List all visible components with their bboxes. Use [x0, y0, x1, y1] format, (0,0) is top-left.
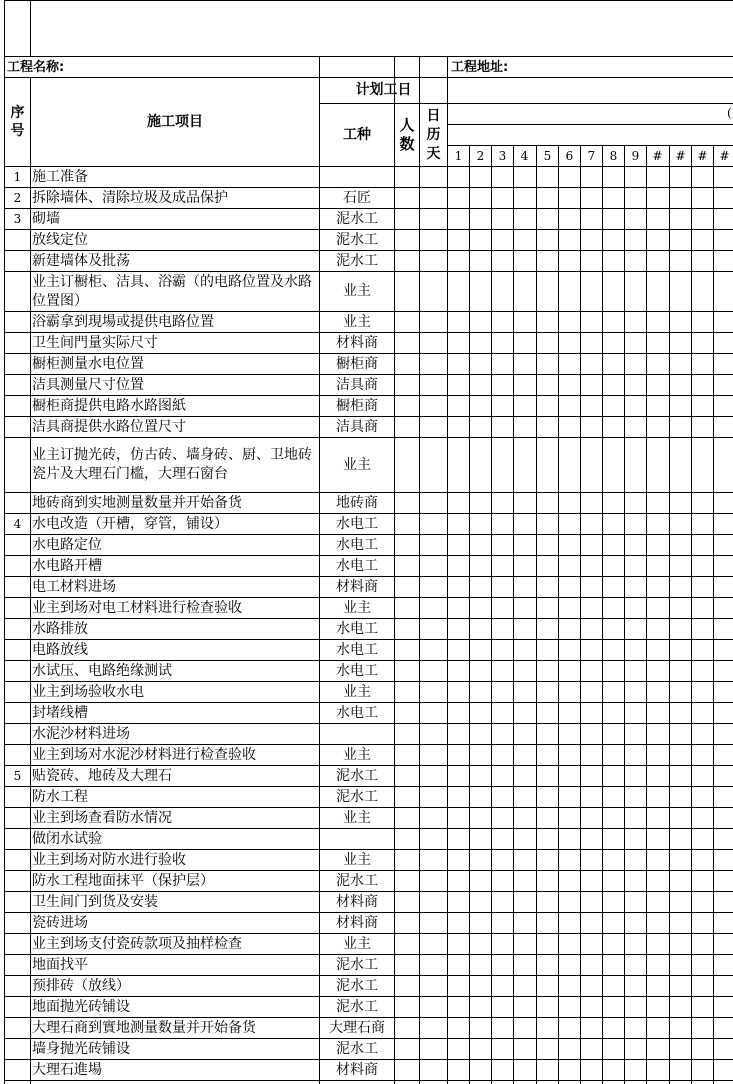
day-number: 3 — [498, 148, 507, 163]
day-column-line — [691, 145, 692, 1084]
row-item: 地面抛光砖铺设 — [32, 998, 130, 1015]
row-seq — [5, 230, 30, 250]
row-item: 防水工程地面抹平（保护层） — [32, 872, 214, 889]
people-header: 人数 — [399, 116, 415, 153]
project-address-label: 工程地址: — [451, 60, 509, 75]
day-number: # — [719, 148, 730, 163]
row-seq — [5, 745, 30, 765]
row-seq — [5, 808, 30, 828]
title-divider — [30, 0, 31, 56]
row-trade: 洁具商 — [336, 376, 378, 393]
day-number: # — [675, 148, 686, 163]
row-trade: 泥水工 — [336, 231, 378, 248]
row-seq: 3 — [13, 212, 22, 226]
row-item: 水试压、电路绝缘测试 — [32, 662, 172, 679]
project-name-label: 工程名称: — [7, 60, 65, 75]
row-trade: 业主 — [343, 683, 371, 700]
row-item: 橱柜商提供电路水路图紙 — [32, 397, 186, 414]
row-seq: 5 — [13, 769, 22, 783]
row-item: 业主到场验收水电 — [32, 683, 144, 700]
row-item: 水电路定位 — [32, 536, 102, 553]
row-seq — [5, 703, 30, 723]
day-column-line — [624, 145, 625, 1084]
row-item: 地面找平 — [32, 956, 88, 973]
calendar-days-header: 日历天 — [426, 107, 441, 162]
day-column-line — [580, 145, 581, 1084]
day-column-line — [713, 145, 714, 1084]
row-item: 新建墙体及批荡 — [32, 252, 130, 269]
day-number: # — [697, 148, 708, 163]
row-item: 业主到场对防水进行验收 — [32, 851, 186, 868]
row-seq — [5, 598, 30, 618]
row-trade: 业主 — [343, 456, 371, 473]
row-item: 业主到场对水泥沙材料进行检查验收 — [32, 746, 256, 763]
row-item: 封堵线槽 — [32, 704, 88, 721]
day-number: 9 — [631, 148, 640, 163]
row-trade: 水电工 — [336, 620, 378, 637]
row-seq — [5, 724, 30, 744]
day-column-line — [513, 145, 514, 1084]
row-trade: 泥水工 — [336, 767, 378, 784]
day-number: 6 — [565, 148, 574, 163]
row-item: 业主到场查看防水情况 — [32, 809, 172, 826]
day-column-line — [469, 145, 470, 1084]
sheet-top-border — [4, 0, 733, 1]
row-item: 防水工程 — [32, 788, 88, 805]
row-trade: 泥水工 — [336, 998, 378, 1015]
plan-days-header: 计划工日 — [355, 82, 412, 98]
row-seq — [5, 556, 30, 576]
row-seq — [5, 913, 30, 933]
row-item: 墙身抛光砖铺设 — [32, 1040, 130, 1057]
row-item: 大理石商到實地测量数量并开始备货 — [32, 1019, 256, 1036]
row-trade: 业主 — [343, 283, 371, 299]
day-number: # — [652, 148, 663, 163]
day-column-line — [558, 145, 559, 1084]
row-trade: 材料商 — [336, 914, 378, 931]
row-item: 电工材料进场 — [32, 578, 116, 595]
timeline-line-2 — [447, 124, 733, 125]
row-trade: 水电工 — [336, 704, 378, 721]
row-item: 水电路开槽 — [32, 557, 102, 574]
row-trade: 泥水工 — [336, 977, 378, 994]
row-item: 业主订抛光砖，仿古砖、墙身砖、厨、卫地砖瓷片及大理石门槛，大理石窗台 — [32, 447, 312, 482]
row-item: 放线定位 — [32, 231, 88, 248]
item-header: 施工项目 — [147, 113, 203, 130]
row-trade: 地砖商 — [336, 494, 378, 511]
day-column-line — [669, 145, 670, 1084]
day-column-line — [602, 145, 603, 1084]
row-item: 业主到场对电工材料进行检查验收 — [32, 599, 242, 616]
row-seq — [5, 892, 30, 912]
row-trade: 水电工 — [336, 662, 378, 679]
row-seq — [5, 976, 30, 996]
seq-header: 序号 — [10, 105, 25, 139]
row-seq — [5, 272, 30, 311]
row-trade — [320, 829, 394, 849]
row-item: 洁具测量尺寸位置 — [32, 376, 144, 393]
row-seq — [5, 997, 30, 1017]
row-seq — [5, 619, 30, 639]
row-trade: 橱柜商 — [336, 355, 378, 372]
row-item: 业主到场支付瓷砖款项及抽样检查 — [32, 935, 242, 952]
row-seq — [5, 850, 30, 870]
row-trade: 泥水工 — [336, 788, 378, 805]
row-seq — [5, 640, 30, 660]
row-item: 电路放线 — [32, 641, 88, 658]
row-seq — [5, 577, 30, 597]
row-item: 洁具商提供水路位置尺寸 — [32, 418, 186, 435]
row-item: 卫生间門量实际尺寸 — [32, 334, 158, 351]
row-trade: 材料商 — [336, 334, 378, 351]
row-seq — [5, 1039, 30, 1059]
row-trade — [320, 167, 394, 187]
row-seq — [5, 871, 30, 891]
row-seq — [5, 787, 30, 807]
row-trade: 材料商 — [336, 1061, 378, 1078]
row-trade: 洁具商 — [336, 418, 378, 435]
row-item: 砌墙 — [32, 210, 60, 227]
row-trade: 大理石商 — [329, 1019, 385, 1036]
row-item: 水路排放 — [32, 620, 88, 637]
row-trade: 泥水工 — [336, 872, 378, 889]
row-item: 拆除墙体、清除垃圾及成品保护 — [32, 189, 228, 206]
row-item: 做闭水试验 — [32, 830, 102, 847]
row-seq: 2 — [13, 191, 22, 205]
row-seq — [5, 829, 30, 849]
row-trade: 橱柜商 — [336, 397, 378, 414]
row-seq — [5, 661, 30, 681]
row-seq — [5, 333, 30, 353]
row-trade: 泥水工 — [336, 210, 378, 227]
row-seq — [5, 493, 30, 513]
row-item: 贴瓷砖、地砖及大理石 — [32, 767, 172, 784]
row-item: 业主订橱柜、洁具、浴霸（的电路位置及水路位置图） — [32, 273, 312, 309]
row-trade: 业主 — [343, 809, 371, 826]
row-trade: 业主 — [343, 935, 371, 952]
row-trade: 业主 — [343, 313, 371, 330]
row-trade: 石匠 — [343, 189, 371, 206]
row-trade: 水电工 — [336, 515, 378, 532]
day-column-line — [536, 145, 537, 1084]
row-trade: 水电工 — [336, 641, 378, 658]
day-column-line — [447, 145, 448, 1084]
row-item: 地砖商到实地测量数量并开始备货 — [32, 494, 242, 511]
row-seq — [5, 1018, 30, 1038]
row-trade: 水电工 — [336, 557, 378, 574]
row-item: 浴霸拿到現場或提供电路位置 — [32, 313, 214, 330]
day-number: 5 — [543, 148, 552, 163]
row-seq — [5, 354, 30, 374]
day-column-line — [491, 145, 492, 1084]
row-item: 瓷砖进场 — [32, 914, 88, 931]
row-seq — [5, 312, 30, 332]
row-trade: 业主 — [343, 746, 371, 763]
row-trade: 业主 — [343, 851, 371, 868]
day-number: 2 — [476, 148, 485, 163]
row-seq — [5, 934, 30, 954]
row-seq — [5, 251, 30, 271]
row-trade: 泥水工 — [336, 252, 378, 269]
day-number: 4 — [520, 148, 529, 163]
column-line — [419, 56, 420, 1084]
row-item: 水电改造（开槽，穿管，铺设） — [32, 515, 228, 532]
row-seq — [5, 417, 30, 437]
day-number: 8 — [609, 148, 618, 163]
row-trade: 泥水工 — [336, 1040, 378, 1057]
row-item: 卫生间门到货及安装 — [32, 893, 158, 910]
row-seq — [5, 682, 30, 702]
trade-header: 工种 — [343, 126, 371, 143]
row-seq — [5, 438, 30, 492]
row-seq — [5, 1060, 30, 1080]
timeline-edge-mark: ( — [727, 106, 732, 120]
day-number: 1 — [454, 148, 463, 163]
row-trade — [320, 724, 394, 744]
row-item: 橱柜测量水电位置 — [32, 355, 144, 372]
row-seq: 4 — [13, 517, 22, 531]
row-item: 施工准备 — [32, 168, 88, 185]
row-trade: 业主 — [343, 599, 371, 616]
row-item: 大理石進場 — [32, 1061, 102, 1078]
day-number: 7 — [587, 148, 596, 163]
row-trade: 材料商 — [336, 893, 378, 910]
row-seq — [5, 535, 30, 555]
column-line — [394, 56, 395, 1084]
row-item: 水泥沙材料进场 — [32, 725, 130, 742]
row-seq — [5, 396, 30, 416]
row-seq — [5, 375, 30, 395]
row-trade: 泥水工 — [336, 956, 378, 973]
row-trade: 材料商 — [336, 578, 378, 595]
row-seq — [5, 955, 30, 975]
row-item: 预排砖（放线） — [32, 977, 130, 994]
timeline-line-1 — [447, 103, 733, 104]
row-trade: 水电工 — [336, 536, 378, 553]
row-line — [4, 1080, 733, 1081]
day-column-line — [646, 145, 647, 1084]
row-seq: 1 — [13, 170, 22, 184]
